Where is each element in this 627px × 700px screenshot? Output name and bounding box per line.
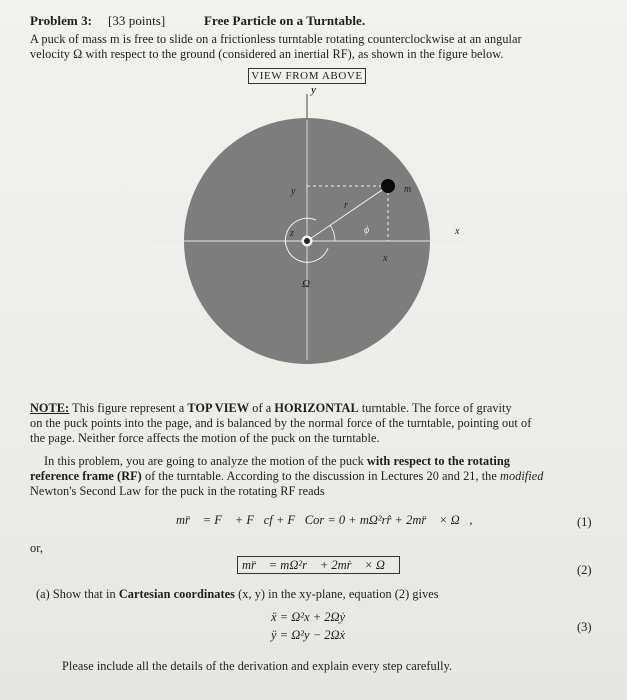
z-label: z [290,228,294,239]
puck [381,179,395,193]
closing-instruction: Please include all the details of the derivation and explain every step carefully. [62,659,453,673]
phi-label: ϕ [364,225,370,236]
points-label: [33 points] [108,13,166,28]
turntable-figure [0,80,627,390]
note-line-2: on the puck points into the page, and is balanced by the normal force of the turntable, pointing out of [30,416,532,430]
equation-3-line-2: ÿ = Ω²y − 2Ωẋ [271,628,346,642]
equation-3-line-1: ẍ = Ω²x + 2Ωẏ [271,610,346,624]
intro-line-1: A puck of mass m is free to slide on a frictionless turntable rotating counterclockwise at an angular [30,32,522,46]
omega-label: Ω⃗ [302,278,319,290]
equation-2-number: (2) [577,563,592,577]
x-label-inner: x [383,253,388,264]
m-label: m [404,184,412,195]
equation-1: mr̈⃗ = F⃗ + F⃗cf + F⃗Cor = 0 + mΩ²rr̂ + 2mr̈⃗ × Ω⃗, [176,513,473,527]
problem-title: Free Particle on a Turntable. [204,13,366,28]
equation-2: mr̈⃗ = mΩ²r⃗ + 2mṙ⃗ × Ω⃗ [237,558,400,573]
view-from-above-label: VIEW FROM ABOVE [248,68,366,84]
equation-1-number: (1) [577,515,592,529]
center-dot [304,238,310,244]
r-label: r [344,200,348,211]
note-line-1: NOTE: This figure represent a TOP VIEW of a HORIZONTAL turntable. The force of gravity [30,401,512,415]
para-line-3: Newton's Second Law for the puck in the rotating RF reads [30,484,325,498]
note-line-3: the page. Neither force affects the motion of the puck on the turntable. [30,431,380,445]
part-a-question: (a) Show that in Cartesian coordinates (x, y) in the xy-plane, equation (2) gives [36,587,439,601]
y-label-inner: y [291,186,296,197]
or-label: or, [30,541,43,555]
y-label-top: y [311,84,316,96]
para-line-2: reference frame (RF) of the turntable. According to the discussion in Lectures 20 and 21, the modified [30,469,544,483]
para-line-1: In this problem, you are going to analyze the motion of the puck with respect to the rotating [44,454,510,468]
x-label-outer: x [455,226,460,237]
equation-3-number: (3) [577,620,592,634]
intro-line-2: velocity Ω with respect to the ground (considered an inertial RF), as shown in the figure below. [30,47,504,61]
problem-label: Problem 3: [30,13,92,28]
